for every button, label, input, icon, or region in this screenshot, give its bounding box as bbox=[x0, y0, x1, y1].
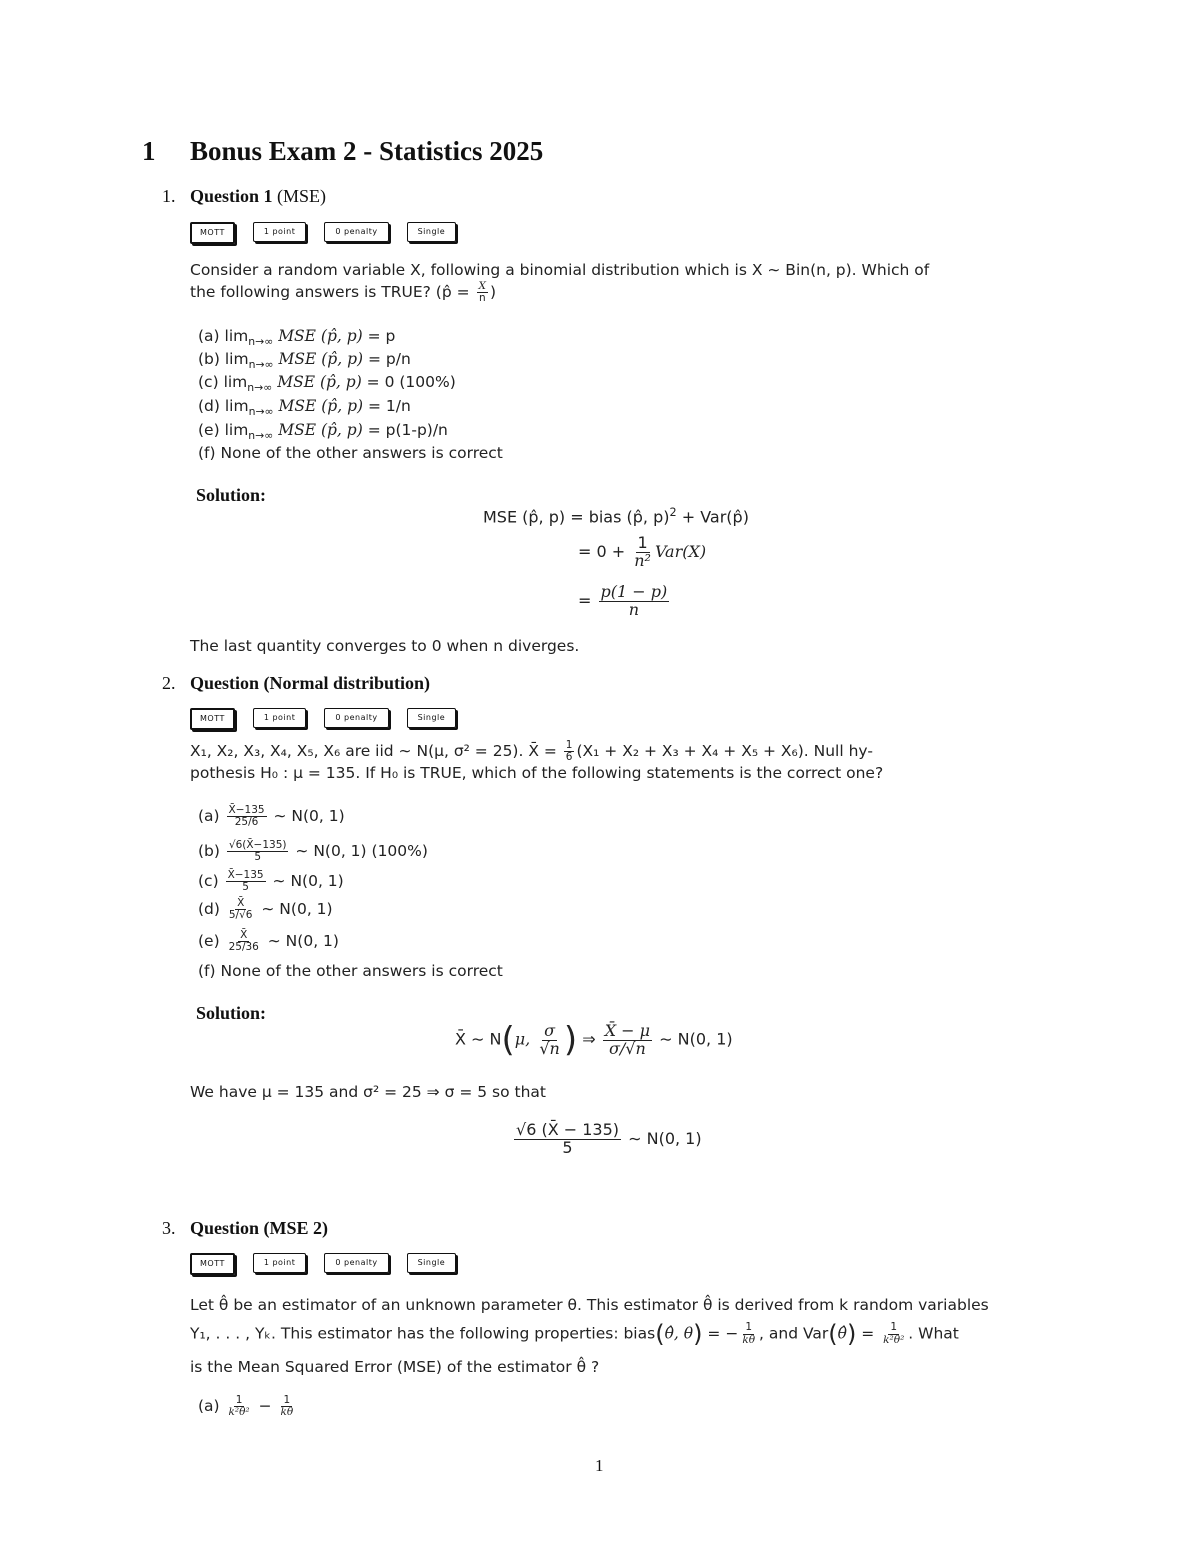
tag-penalty: 0 penalty bbox=[324, 1253, 388, 1273]
q1-body-line2: the following answers is TRUE? (p̂ = $\frac{X}{n}$ ) bbox=[190, 280, 497, 305]
tag-type: MOTT bbox=[190, 708, 235, 730]
tag-penalty: 0 penalty bbox=[324, 708, 388, 728]
q1-eq2: = 0 + $\frac{1}{\text{n²}}$ Var(X) bbox=[578, 533, 707, 570]
q2-solution-label: Solution: bbox=[196, 1003, 267, 1023]
q2-we-have: We have μ = 135 and σ² = 25 ⇒ σ = 5 so that bbox=[190, 1083, 547, 1101]
section-title: Bonus Exam 2 - Statistics 2025 bbox=[190, 136, 544, 166]
q3-number: 3. bbox=[162, 1218, 176, 1238]
q2-option-c: (c) $\frac{X̄-135}{5}$ ∼ N(0, 1) bbox=[198, 869, 344, 894]
q2-title: Question (Normal distribution) bbox=[190, 673, 431, 693]
q2-solution-eq: X̄ ∼ N(μ, $\frac{\sigma}{√n}$ ) ⇒ $\frac{X̄ - \mu}{\sigma/√n}$ ∼ N(0, 1) bbox=[455, 1020, 733, 1060]
q2-option-d: (d) $\frac{X̄}{5/√6}$ ∼ N(0, 1) bbox=[198, 897, 333, 922]
tag-single: Single bbox=[407, 222, 457, 242]
tag-type: MOTT bbox=[190, 1253, 235, 1275]
q1-solution-label: Solution: bbox=[196, 485, 267, 505]
tag-single: Single bbox=[407, 708, 457, 728]
q2-option-a: (a) $\frac{X̄-135}{25/6}$ ∼ N(0, 1) bbox=[198, 804, 345, 829]
q2-tags bbox=[190, 708, 456, 730]
q1-option-b: (b) $\lim_{n\to\infty}$ MSE (p̂, p) = p/n bbox=[198, 350, 411, 372]
q2-number: 2. bbox=[162, 673, 176, 693]
q3-body-line1: Let θ̂ be an estimator of an unknown parameter θ. This estimator θ̂ is derived from k random variables bbox=[190, 1296, 989, 1314]
q3-body-line3: is the Mean Squared Error (MSE) of the estimator θ̂ ? bbox=[190, 1358, 600, 1376]
q1-tags bbox=[190, 222, 456, 244]
q3-body-line2: Y₁, . . . , Yₖ. This estimator has the following properties: bias(θ̂, θ) = − $\frac{1}{k\theta}$ , and Var(θ̂) = $\frac{1}{\text{k²θ²}}$ . What bbox=[190, 1320, 959, 1348]
q1-option-f: (f) None of the other answers is correct bbox=[198, 444, 503, 462]
q2-final-eq: $\frac{√6 (X̄ - 135)}{5}$ ∼ N(0, 1) bbox=[516, 1120, 702, 1157]
q3-title: Question (MSE 2) bbox=[190, 1218, 329, 1238]
section-number: 1 bbox=[142, 136, 156, 166]
q2-body-line2: pothesis H₀ : μ = 135. If H₀ is TRUE, which of the following statements is the correct one? bbox=[190, 764, 884, 782]
q1-conclusion: The last quantity converges to 0 when n diverges. bbox=[190, 637, 580, 655]
q1-eq3: = $\frac{p(1 - p)}{n}$ bbox=[578, 582, 668, 619]
q1-eq1: MSE (p̂, p) = bias (p̂, p)$^2$ + Var(p̂) bbox=[483, 506, 749, 527]
q1-body-line1: Consider a random variable X, following a binomial distribution which is X ∼ Bin(n, p). Which of bbox=[190, 261, 930, 279]
q2-option-b: (b) $\frac{√6(X̄-135)}{5}$ ∼ N(0, 1) (100%) bbox=[198, 839, 428, 864]
tag-points: 1 point bbox=[253, 708, 307, 728]
q1-number: 1. bbox=[162, 186, 176, 206]
q1-title: Question 1 (MSE) bbox=[190, 186, 327, 206]
page-number: 1 bbox=[595, 1456, 604, 1475]
q1-option-a: (a) $\lim_{n\to\infty}$ MSE (p̂, p) = p bbox=[198, 327, 396, 349]
q1-option-e: (e) $\lim_{n\to\infty}$ MSE (p̂, p) = p(1-p)/n bbox=[198, 421, 448, 443]
tag-points: 1 point bbox=[253, 222, 307, 242]
q2-body-line1: X₁, X₂, X₃, X₄, X₅, X₆ are iid ∼ N(μ, σ² = 25). X̄ = $\frac{1}{6}$ (X₁ + X₂ + X₃ + X₄ + X₅ + X₆). Null hy- bbox=[190, 739, 873, 764]
q3-tags bbox=[190, 1253, 456, 1275]
q1-option-d: (d) $\lim_{n\to\infty}$ MSE (p̂, p) = 1/n bbox=[198, 397, 411, 419]
q2-option-e: (e) $\frac{X̄}{25/36}$ ∼ N(0, 1) bbox=[198, 929, 339, 954]
q3-option-a: (a) $\frac{1}{\text{k²θ²}}$ − $\frac{1}{k\theta}$ bbox=[198, 1394, 294, 1419]
tag-penalty: 0 penalty bbox=[324, 222, 388, 242]
q2-option-f: (f) None of the other answers is correct bbox=[198, 962, 503, 980]
q1-option-c: (c) $\lim_{n\to\infty}$ MSE (p̂, p) = 0 (100%) bbox=[198, 373, 456, 395]
tag-points: 1 point bbox=[253, 1253, 307, 1273]
tag-single: Single bbox=[407, 1253, 457, 1273]
tag-type: MOTT bbox=[190, 222, 235, 244]
